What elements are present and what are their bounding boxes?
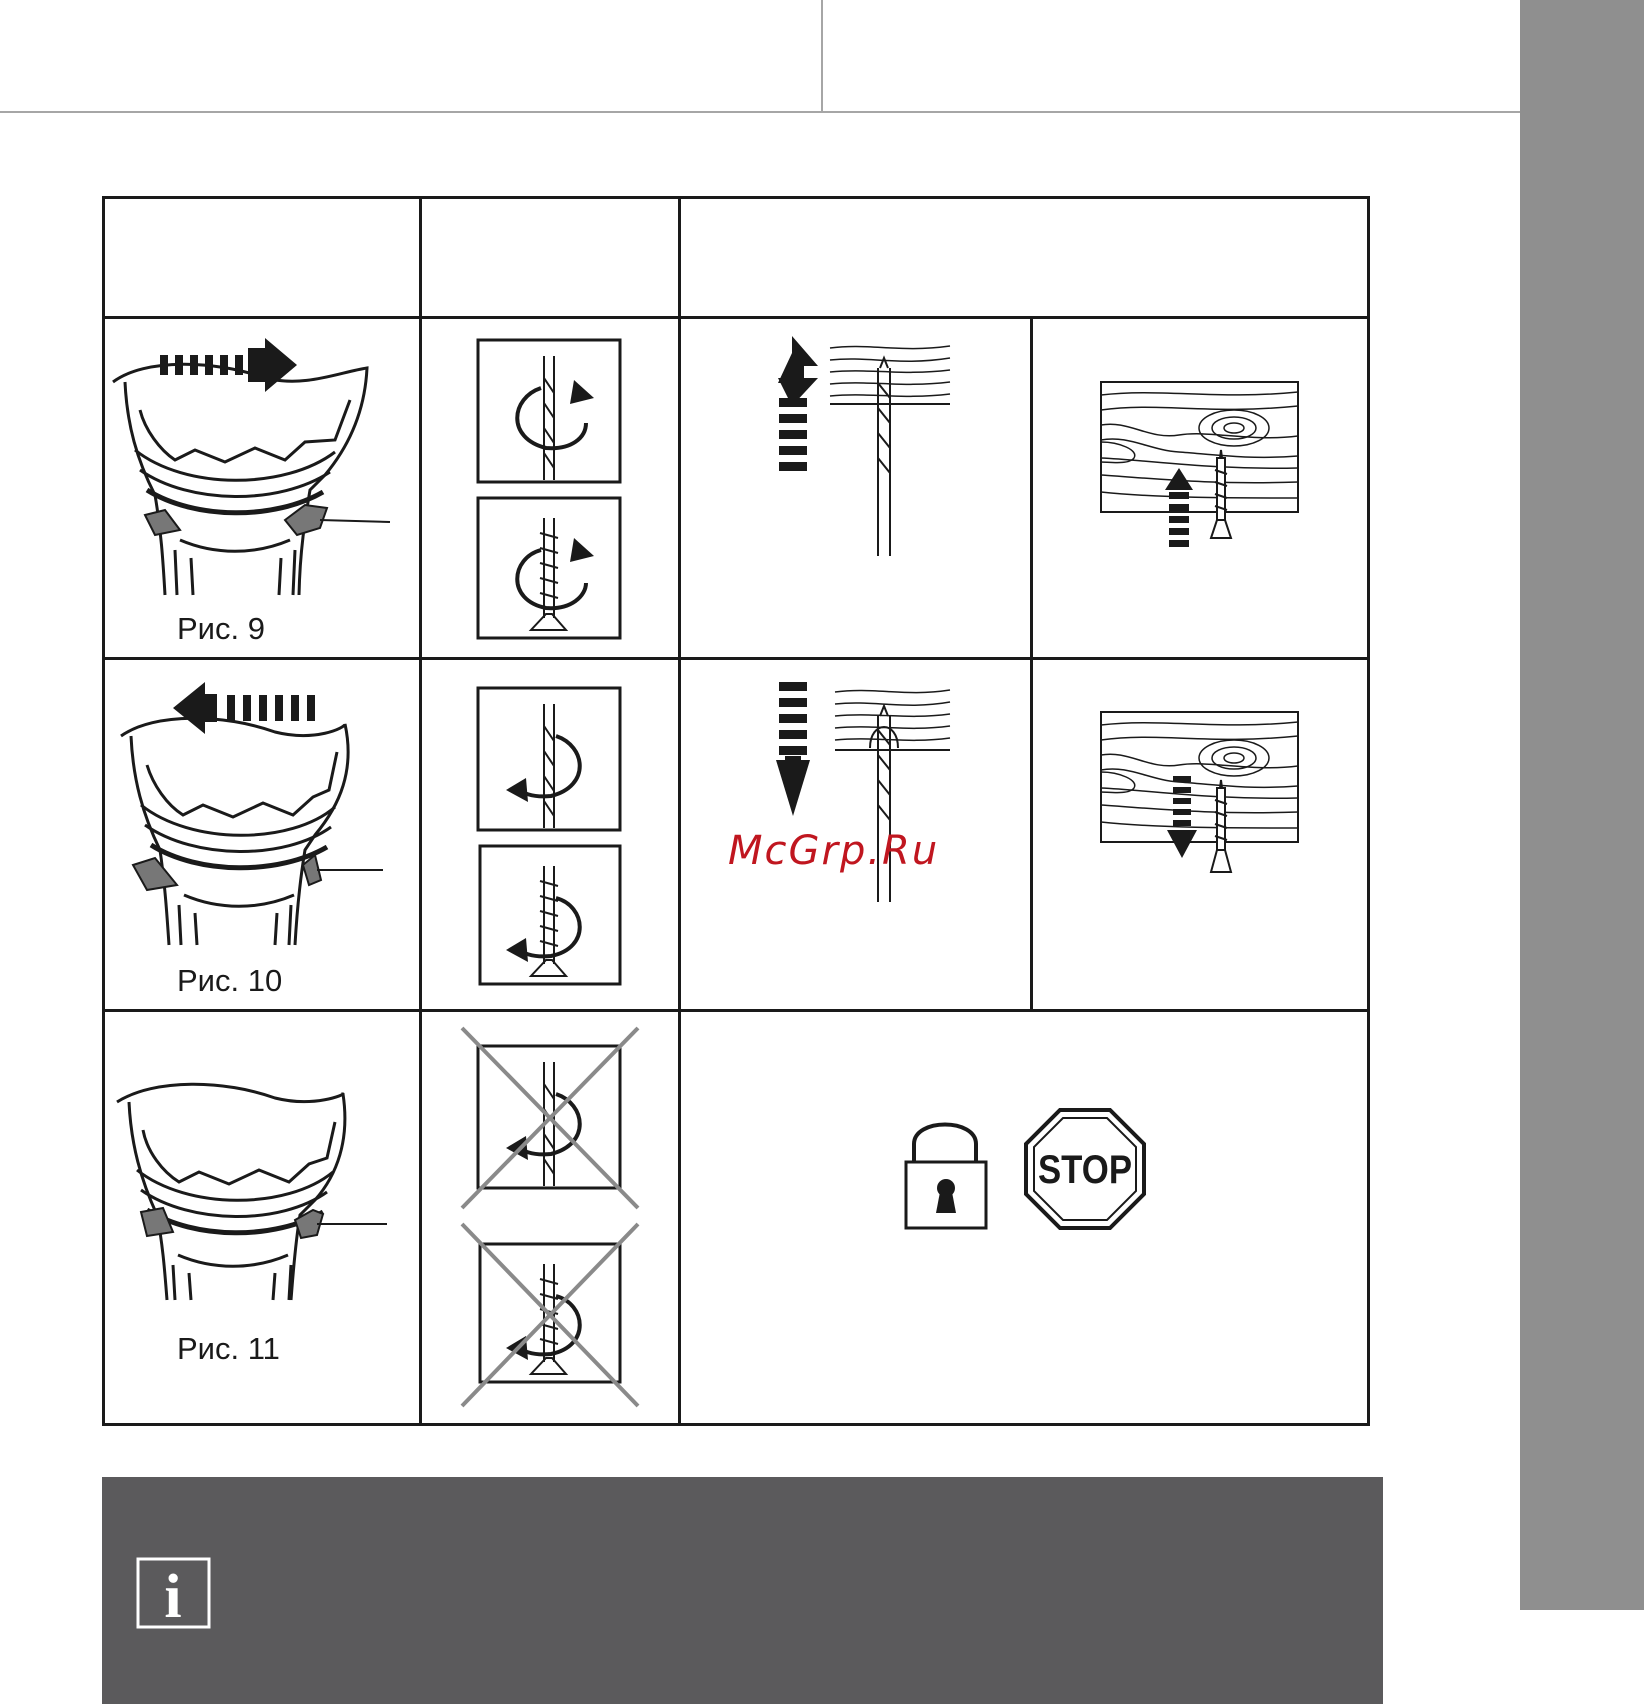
figure-caption-10: Рис. 10 [177,963,283,998]
figure-caption-11: Рис. 11 [177,1331,280,1366]
fig11-drill-collar-illustration [105,1060,415,1310]
table-col-divider [1030,316,1033,1010]
fig10-drill-collar-illustration [105,680,415,950]
stop-sign-text: STOP [1038,1148,1132,1192]
note-box [102,1477,1383,1704]
header-divider [821,0,823,112]
rotation-right-icons [476,338,624,640]
fig9-drill-collar-illustration [105,330,415,600]
table-col-divider [678,196,681,1426]
lock-icon [904,1108,988,1230]
table-row-divider [102,1009,1370,1012]
watermark: McGrp.Ru [728,828,940,874]
table-row-divider [102,316,1370,319]
info-icon [136,1557,211,1629]
screw-in-wood-illustration [1099,710,1301,878]
rotation-left-icons [476,686,624,986]
drill-out-wood-illustration [760,338,960,558]
rotation-blocked-icons [460,1026,640,1408]
side-tab [1520,0,1644,1610]
figure-caption-9: Рис. 9 [177,611,265,646]
info-icon-glyph: i [164,1563,182,1631]
screw-out-wood-illustration [1099,380,1301,550]
header-rule [0,111,1520,113]
table-row-divider [102,657,1370,660]
table-col-divider [419,196,422,1426]
stop-sign-icon [1024,1108,1146,1230]
